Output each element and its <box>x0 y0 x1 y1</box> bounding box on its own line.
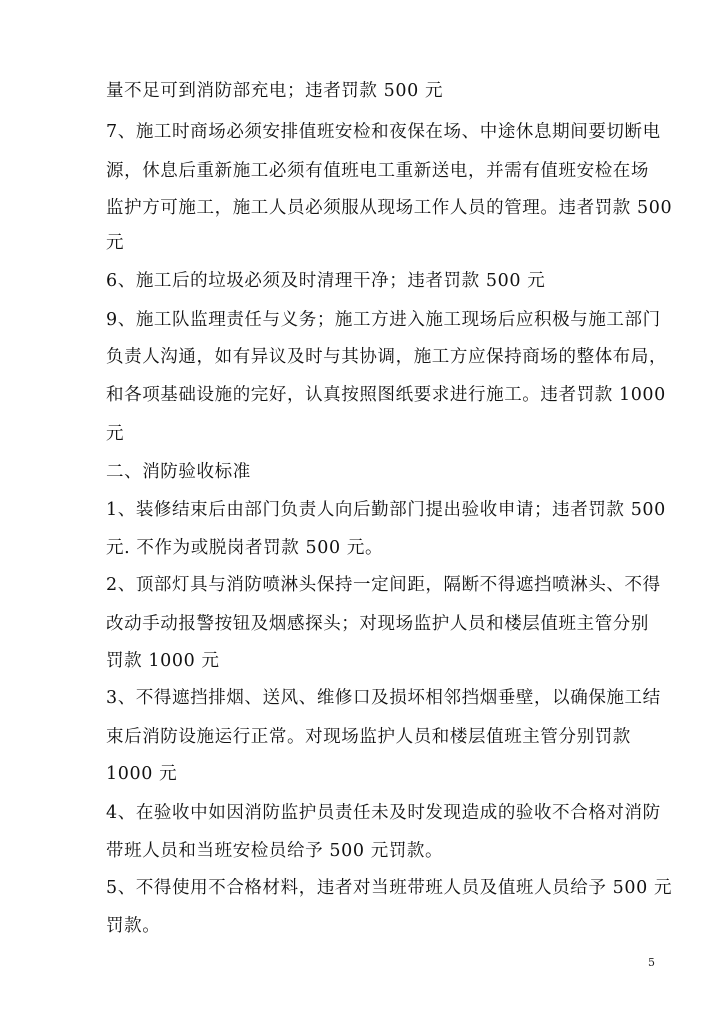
text-line: 源，休息后重新施工必须有值班电工重新送电，并需有值班安检在场 <box>106 161 649 181</box>
text-line: 4、在验收中如因消防监护员责任未及时发现造成的验收不合格对消防 <box>106 803 661 823</box>
text-line: 元. 不作为或脱岗者罚款 500 元。 <box>106 538 384 558</box>
text-line: 2、顶部灯具与消防喷淋头保持一定间距，隔断不得遮挡喷淋头、不得 <box>106 575 661 595</box>
text-line: 罚款 1000 元 <box>106 651 220 671</box>
text-line: 束后消防设施运行正常。对现场监护人员和楼层值班主管分别罚款 <box>106 727 631 747</box>
text-line: 监护方可施工，施工人员必须服从现场工作人员的管理。违者罚款 500 <box>106 198 673 218</box>
text-line: 负责人沟通，如有异议及时与其协调，施工方应保持商场的整体布局， <box>106 347 668 367</box>
text-line: 元 <box>106 424 125 444</box>
page-number: 5 <box>648 956 655 969</box>
text-line: 1000 元 <box>106 764 178 784</box>
text-line: 量不足可到消防部充电；违者罚款 500 元 <box>106 81 444 101</box>
text-line: 和各项基础设施的完好，认真按照图纸要求进行施工。违者罚款 1000 <box>106 385 666 405</box>
text-line: 6、施工后的垃圾必须及时清理干净；违者罚款 500 元 <box>106 271 546 291</box>
text-line: 元 <box>106 233 125 253</box>
text-line: 7、施工时商场必须安排值班安检和夜保在场、中途休息期间要切断电 <box>106 122 661 142</box>
section-heading: 二、消防验收标准 <box>106 462 251 482</box>
text-line: 带班人员和当班安检员给予 500 元罚款。 <box>106 841 444 861</box>
text-line: 改动手动报警按钮及烟感探头；对现场监护人员和楼层值班主管分别 <box>106 614 649 634</box>
text-line: 罚款。 <box>106 916 161 936</box>
text-line: 1、装修结束后由部门负责人向后勤部门提出验收申请；违者罚款 500 <box>106 500 666 520</box>
text-line: 5、不得使用不合格材料，违者对当班带班人员及值班人员给予 500 元 <box>106 878 673 898</box>
text-line: 9、施工队监理责任与义务；施工方进入施工现场后应积极与施工部门 <box>106 310 661 330</box>
text-line: 3、不得遮挡排烟、送风、维修口及损坏相邻挡烟垂壁，以确保施工结 <box>106 688 661 708</box>
